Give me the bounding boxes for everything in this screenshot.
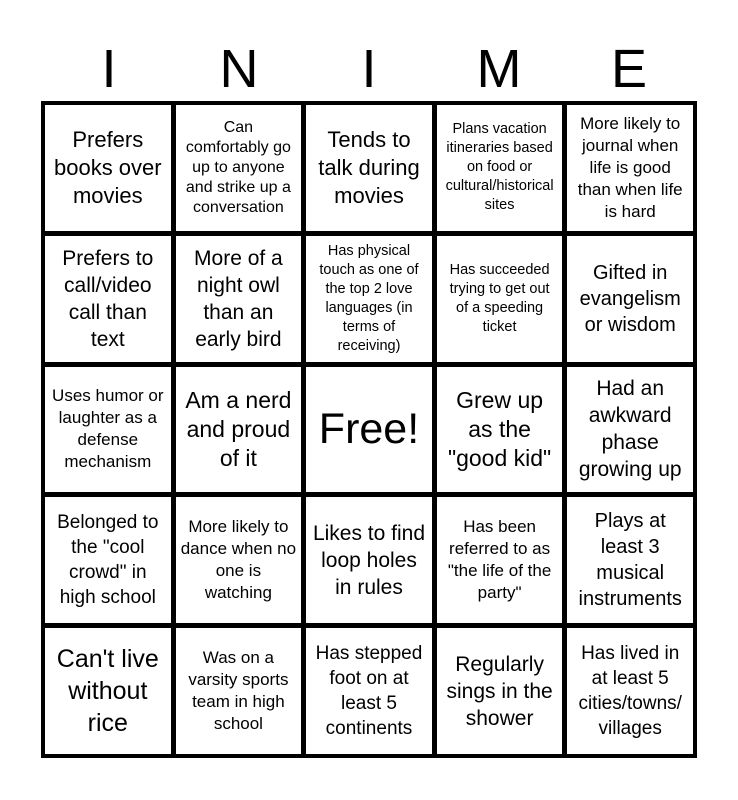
bingo-cell[interactable]: Has lived in at least 5 cities/towns/ villages xyxy=(567,628,693,754)
bingo-board xyxy=(41,101,697,758)
bingo-cell[interactable]: Uses humor or laughter as a defense mechanism xyxy=(45,367,171,493)
bingo-cell[interactable]: Likes to find loop holes in rules xyxy=(306,497,432,623)
bingo-cell[interactable]: Can comfortably go up to anyone and strike up a conversation xyxy=(176,105,302,231)
bingo-header xyxy=(44,34,694,104)
bingo-cell[interactable]: More of a night owl than an early bird xyxy=(176,236,302,362)
bingo-cell[interactable]: Prefers to call/video call than text xyxy=(45,236,171,362)
bingo-cell[interactable]: Grew up as the "good kid" xyxy=(437,367,563,493)
bingo-cell[interactable]: Prefers books over movies xyxy=(45,105,171,231)
bingo-cell[interactable]: Tends to talk during movies xyxy=(306,105,432,231)
bingo-cell[interactable]: Has physical touch as one of the top 2 love languages (in terms of receiving) xyxy=(306,236,432,362)
bingo-cell[interactable]: Plays at least 3 musical instruments xyxy=(567,497,693,623)
bingo-cell[interactable]: Was on a varsity sports team in high school xyxy=(176,628,302,754)
header-letter: E xyxy=(610,39,648,99)
header-letter: I xyxy=(101,39,117,99)
bingo-cell[interactable]: Regularly sings in the shower xyxy=(437,628,563,754)
bingo-cell[interactable]: Gifted in evangelism or wisdom xyxy=(567,236,693,362)
bingo-cell[interactable]: Plans vacation itineraries based on food or cultural/historical sites xyxy=(437,105,563,231)
bingo-cell[interactable]: More likely to dance when no one is watching xyxy=(176,497,302,623)
header-letter: I xyxy=(361,39,377,99)
bingo-cell[interactable]: Has been referred to as "the life of the party" xyxy=(437,497,563,623)
bingo-cell[interactable]: Belonged to the "cool crowd" in high school xyxy=(45,497,171,623)
bingo-cell[interactable]: More likely to journal when life is good than when life is hard xyxy=(567,105,693,231)
bingo-cell[interactable]: Has stepped foot on at least 5 continents xyxy=(306,628,432,754)
header-letter: M xyxy=(476,39,522,99)
free-space-cell[interactable]: Free! xyxy=(306,367,432,493)
bingo-cell[interactable]: Can't live without rice xyxy=(45,628,171,754)
header-letter: N xyxy=(219,39,259,99)
bingo-cell[interactable]: Has succeeded trying to get out of a speeding ticket xyxy=(437,236,563,362)
bingo-cell[interactable]: Am a nerd and proud of it xyxy=(176,367,302,493)
bingo-cell[interactable]: Had an awkward phase growing up xyxy=(567,367,693,493)
